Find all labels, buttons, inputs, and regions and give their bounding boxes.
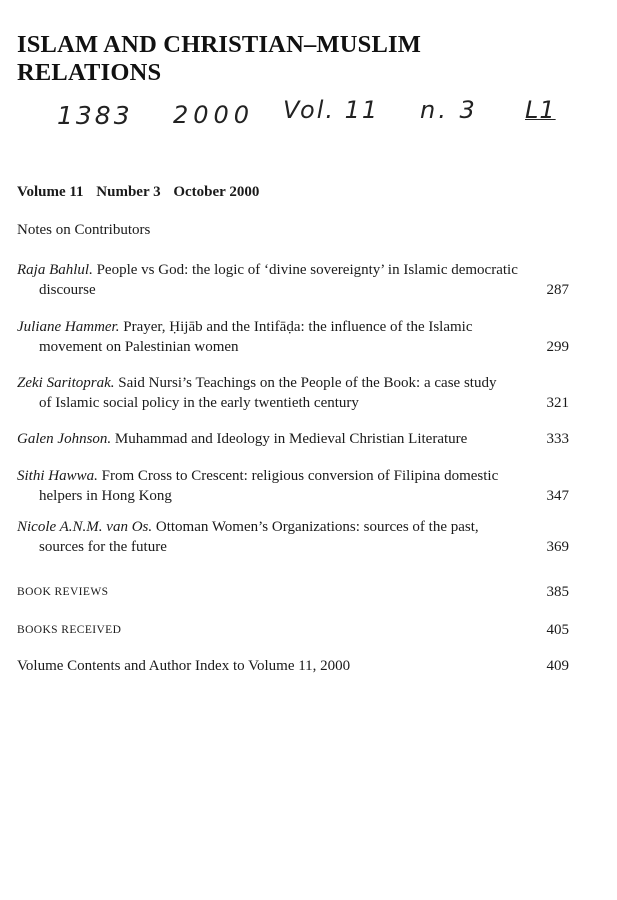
toc-title-continued: sources for the future <box>39 539 167 555</box>
toc-entry[interactable] <box>17 260 569 300</box>
toc-entry[interactable] <box>17 429 569 449</box>
handwritten-note-volume: Vol. 11 <box>283 96 380 124</box>
toc-title-continued: movement on Palestinian women <box>39 339 239 355</box>
toc-title: Ottoman Women’s Organizations: sources of the past, <box>155 519 479 535</box>
toc-entry[interactable] <box>17 317 569 357</box>
toc-entry[interactable] <box>17 517 569 557</box>
toc-section-label: BOOK REVIEWS <box>17 586 109 598</box>
journal-title-line-1: ISLAM AND CHRISTIAN–MUSLIM <box>17 31 422 58</box>
toc-page-number: 409 <box>546 658 569 674</box>
toc-page-number: 299 <box>546 339 569 355</box>
toc-title-continued: of Islamic social policy in the early twentieth century <box>39 395 359 411</box>
handwritten-note-id: 1383 <box>57 101 133 130</box>
toc-author: Sithi Hawwa. <box>17 468 98 484</box>
toc-page-number: 321 <box>546 395 569 411</box>
toc-volume-index-label: Volume Contents and Author Index to Volume 11, 2000 <box>17 658 351 674</box>
toc-page-number: 347 <box>546 488 569 504</box>
handwritten-note-shelf: L1 <box>525 96 556 124</box>
toc-page-number: 405 <box>546 622 569 638</box>
toc-author: Zeki Saritoprak. <box>17 375 115 391</box>
journal-title <box>17 31 421 87</box>
toc-page-number: 287 <box>546 282 569 298</box>
toc-section-book-reviews[interactable] <box>17 582 569 602</box>
toc-section-label: BOOKS RECEIVED <box>17 624 122 636</box>
handwritten-note-number: n. 3 <box>420 96 478 124</box>
toc-entry-line-1 <box>17 429 569 449</box>
toc-author: Galen Johnson. <box>17 431 112 447</box>
handwritten-note-year: 2000 <box>173 101 255 129</box>
toc-author: Raja Bahlul. <box>17 262 93 278</box>
toc-entry-line-1 <box>17 260 569 280</box>
issue-number: Number 3 <box>96 184 161 200</box>
issue-date: October 2000 <box>173 184 260 200</box>
toc-title-continued: discourse <box>39 282 96 298</box>
toc-entry-line-1 <box>17 517 569 537</box>
toc-entry[interactable] <box>17 373 569 413</box>
issue-line <box>17 184 268 201</box>
toc-page-number: 385 <box>546 584 569 600</box>
toc-entry[interactable] <box>17 466 569 506</box>
toc-title: From Cross to Crescent: religious conversion of Filipina domestic <box>101 468 499 484</box>
toc-entry-line-1 <box>17 317 569 337</box>
toc-section-books-received[interactable] <box>17 620 569 640</box>
notes-on-contributors[interactable]: Notes on Contributors <box>17 222 151 238</box>
journal-title-line-2: RELATIONS <box>17 59 162 86</box>
toc-title: Said Nursi’s Teachings on the People of the Book: a case study <box>118 375 497 391</box>
toc-entry-line-1 <box>17 373 569 393</box>
toc-title: People vs God: the logic of ‘divine sovereignty’ in Islamic democratic <box>96 262 518 278</box>
toc-volume-index[interactable] <box>17 656 569 676</box>
toc-page-number: 333 <box>546 431 569 447</box>
toc-author: Nicole A.N.M. van Os. <box>17 519 153 535</box>
toc-title: Muhammad and Ideology in Medieval Christian Literature <box>114 431 468 447</box>
toc-page-number: 369 <box>546 539 569 555</box>
toc-entry-line-1 <box>17 466 569 486</box>
toc-title-continued: helpers in Hong Kong <box>39 488 172 504</box>
toc-title: Prayer, Ḥijāb and the Intifāḍa: the influence of the Islamic <box>123 319 473 335</box>
issue-volume: Volume 11 <box>17 184 84 200</box>
toc-author: Juliane Hammer. <box>17 319 120 335</box>
